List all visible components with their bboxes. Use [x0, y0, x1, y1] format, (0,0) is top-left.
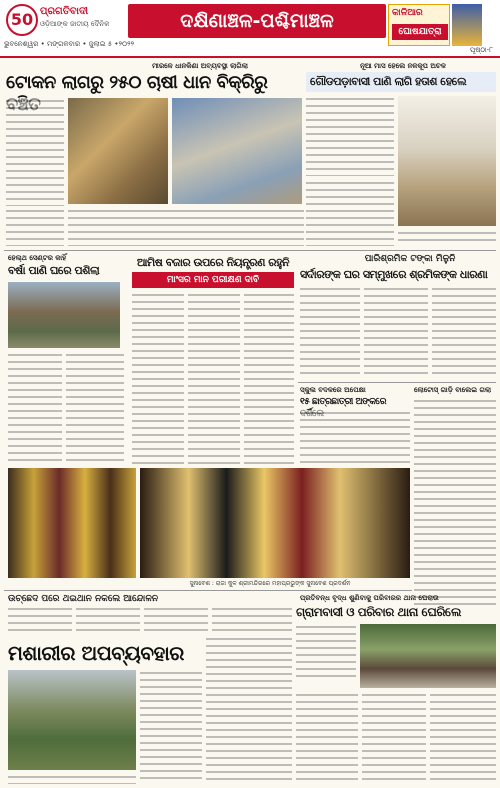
story7-kicker: ଲୋଟୋସ୍ ଗାଡ଼ି ବାଲେଇ ଗଲା [414, 386, 492, 394]
promo-top-text: କାଳିଆର [392, 8, 423, 18]
photo-deities-left [8, 468, 136, 578]
story10-headline: ଗ୍ରାମବାସୀ ଓ ପରିବାର ଥାନା ଘେରିଲେ [296, 605, 461, 619]
story5-kicker: ପାରିଶ୍ରମିକ ଟଙ୍କା ମିଳୁନି [364, 254, 456, 264]
story6-body [300, 410, 410, 464]
story10-body [296, 624, 356, 678]
story3-headline: ବର୍ଷା ପାଣି ଘରେ ପଶିଲା [8, 264, 100, 277]
divider [298, 382, 496, 383]
story1-body [6, 98, 64, 206]
story3-body-col2 [66, 352, 124, 464]
story9-body-col1 [8, 774, 136, 784]
story3-body [8, 352, 62, 464]
promo-bottom-text: ଘୋଷଯାତ୍ରା [392, 24, 448, 40]
story10-body-col1 [296, 692, 358, 782]
story8-body-col3 [144, 606, 208, 636]
story5-body [300, 286, 360, 378]
story1-photo-market [172, 98, 302, 204]
story4-body-col3 [244, 292, 294, 464]
story10-body-col2 [362, 692, 426, 782]
story6-kicker: ସ୍କୁଲ ବଦଳରେ ଅପେକ୍ଷା [300, 386, 366, 394]
story1-photo-paddy-bags [68, 98, 168, 204]
story2-kicker: ନୂଆ ମାସ ହେଲେ ନଳକୂପ ଅଚଳ [360, 62, 446, 70]
story1-body-continued [68, 208, 304, 246]
story5-body-col3 [432, 286, 496, 378]
story2-photo-handpump [398, 96, 496, 226]
section-title: ଦକ୍ଷିଣାଞ୍ଚଳ-ପଶ୍ଚିମାଞ୍ଚଳ [128, 4, 386, 38]
story10-kicker: ପ୍ରତିବନ୍ଧ ବୃଦ୍ଧ ଶୁଣିବାକୁ ପରିବାରର ଥାନା ଘେରାଉ [300, 594, 439, 602]
story2-body [306, 96, 394, 176]
story9-photo-field [8, 670, 136, 770]
story3-kicker: ହେଲ୍ଥ ସେଣ୍ଟର କାହିଁ [8, 254, 67, 262]
story10-photo-crowd [360, 624, 496, 688]
story5-body-col2 [364, 286, 428, 378]
story9-body-col2 [206, 636, 292, 782]
photo-deities-suna-besha [140, 468, 410, 578]
story4-body-col2 [188, 292, 240, 464]
story5-headline: ସର୍ଦାରଙ୍କ ଘର ସମ୍ମୁଖରେ ଶ୍ରମିକଙ୍କ ଧାରଣା [300, 268, 488, 281]
story8-body-col2 [76, 606, 140, 636]
story4-headline: ଆମିଷ ବଜାର ଉପରେ ନିୟନ୍ତ୍ରଣ ରହୁନି [136, 256, 290, 269]
story4-subhead: ମାଂସର ମାନ ପରୀକ୍ଷଣ ଦାବି [166, 275, 260, 285]
anniversary-logo: 50 [6, 4, 38, 36]
story9-body [140, 670, 202, 782]
story8-body [8, 606, 72, 636]
story2-body-col3 [398, 230, 496, 246]
story2-body-col2 [306, 180, 394, 246]
promo-image [452, 4, 482, 46]
paper-tagline: ଓଡ଼ିଆଙ୍କ ଜାତୀୟ ଦୈନିକ [40, 20, 110, 28]
story4-body [132, 292, 184, 464]
photo-caption: ସୁନାବେଶ : ରାଜା କୁଳ ଶ୍ରୀମନ୍ଦିରରେ ମହାପ୍ରଭୁଙ୍କ ସୁନାବେଶ ପ୍ରଦର୍ଶନ [189, 580, 351, 587]
story9-headline: ମଶାରୀର ଅପବ୍ୟବହାର [8, 641, 184, 665]
story10-body-col3 [430, 692, 496, 782]
paper-name: ପ୍ରଗତିବାଦୀ [40, 6, 89, 17]
story6-headline: ୧୫ ଛାତ୍ରଛାତ୍ରୀ ଅଙ୍କରେ [300, 397, 387, 407]
page-number: ପୃଷ୍ଠା-୮ [470, 46, 493, 54]
story1-body-col1 [6, 208, 64, 246]
story7-body [414, 398, 496, 608]
story8-body-col4 [212, 606, 292, 636]
story2-headline: ଗୌଡପଡ଼ାବାସୀ ପାଣି ଲାଗି ହତାଶ ହେଲେ [310, 75, 467, 88]
divider [4, 250, 496, 251]
divider [4, 590, 412, 591]
story8-kicker: ଉଚ୍ଛେଦ ପରେ ଥଇଥାନ ନକଲେ ଆନ୍ଦୋଳନ [8, 594, 159, 604]
story1-kicker: ମୀରଳେ ଧାନକିଣା ଅବ୍ୟବସ୍ଥା ଲାଗିଲା [152, 62, 248, 70]
story3-photo-house [8, 282, 120, 348]
dateline: ଭୁବନେଶ୍ୱର • ମଙ୍ଗଳବାର • ଜୁଲାଇ ୫ •୨୦୨୨ [4, 40, 135, 48]
story1-headline: ଟୋକନ ଲାଗରୁ ୨୫୦ ଚାଷୀ ଧାନ ବିକ୍ରିରୁ [6, 72, 268, 93]
